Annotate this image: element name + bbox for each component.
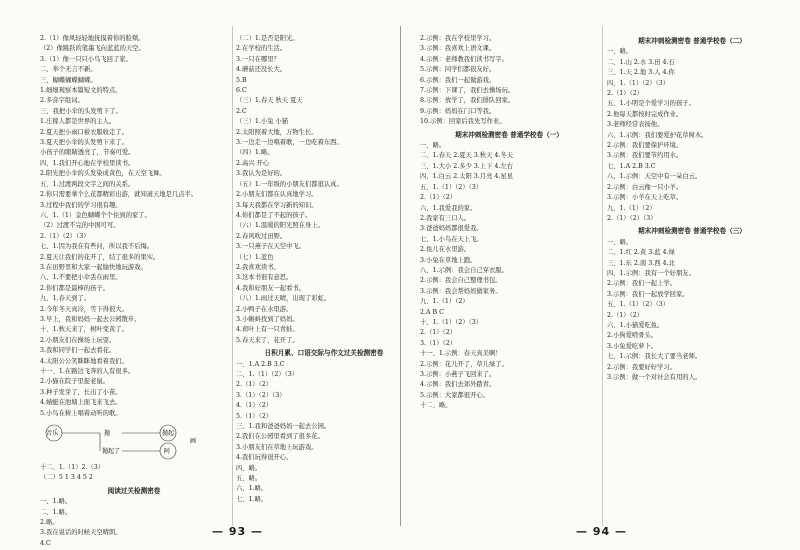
answer-line: 3.一边走一边唱着歌，一边吃着东西。 — [236, 139, 343, 147]
answer-line: 2.太阳照着大地，万物生长。 — [236, 128, 318, 136]
answer-line: 3.（1）（2） — [420, 339, 457, 347]
answer-line: （七）1.蓝色 — [236, 253, 274, 261]
section-heading: 期末冲刺检测密卷 普通学校卷（二） — [638, 37, 746, 45]
answer-line: 三、我把小伞的头发剪下了。 — [40, 107, 122, 115]
answer-line: 五、1.（1）（2）（3） — [420, 183, 483, 191]
answer-line: 2.在学校的生活。 — [236, 45, 287, 53]
answer-line: 九、1.春天到了。 — [40, 295, 91, 303]
answer-line: 3.老师经常表扬他。 — [607, 121, 664, 129]
column-divider — [232, 26, 233, 526]
answer-line: 二、1.红 2.黄 3.蓝 4.绿 — [607, 249, 675, 257]
answer-line: 2.小朋友们都在认真地学习。 — [236, 191, 318, 199]
answer-line: 3.示例：我们要节约用水。 — [607, 152, 683, 160]
answer-line: 3.每天我都在学习新的知识。 — [236, 201, 318, 209]
answer-line: 一、略。 — [607, 238, 633, 246]
answer-line: 2.你们都是最棒的孩子。 — [40, 284, 109, 292]
answer-line: 2.示例：我们要保护环境。 — [607, 142, 683, 150]
page-number-left: — 93 — — [212, 525, 263, 538]
section-heading: 阅读过关检测密卷 — [107, 486, 161, 495]
answer-line: 八、1.示例：我会自己穿衣服。 — [420, 266, 508, 274]
answer-line: 2.鱼儿在水里游。 — [420, 246, 471, 254]
answer-line: 3.小朋友们在草地上玩游戏。 — [236, 443, 318, 451]
answer-line: 2.略。 — [40, 519, 59, 527]
answer-line: 3.小兔在草地上跑。 — [420, 256, 477, 264]
answer-line: 七、1.A 2.B 3.C — [607, 162, 656, 170]
answer-line: 2.阳光把小伞的头发染成黄色，在天空飞舞。 — [40, 170, 166, 178]
answer-line: 2.夏天让我们的花开了，结了很多的果实。 — [40, 253, 160, 261]
answer-line: 五、1.小明是个爱学习的孩子。 — [607, 100, 695, 108]
answer-line: 二、1.略。 — [40, 508, 72, 516]
answer-line: 九、1.（1）（2） — [420, 298, 469, 306]
answer-line: （四）1.略。 — [236, 149, 274, 157]
answer-line: 3.（1）像一只只小鸟飞回了家。 — [40, 55, 132, 63]
answer-line: 3.过程中我们的学习很有趣。 — [40, 201, 122, 209]
answer-line: 六、1.我爱我的家。 — [420, 204, 477, 212]
column-divider — [602, 26, 603, 526]
answer-line: 九、1.（1）（2） — [607, 204, 656, 212]
diagram-node: 阿 — [164, 448, 171, 456]
answer-line: 2.我喜欢读书。 — [236, 263, 280, 271]
answer-line: 六、1.（1）金色蝴蝶个个住到的家了。 — [40, 211, 151, 219]
answer-line: 五、1.（1）（2）（3） — [607, 301, 670, 309]
answer-line: 2.今年冬天真冷，雪下得很大。 — [40, 305, 128, 313]
answer-line: 3.这本书很有意思。 — [236, 274, 293, 282]
answer-line: 3.示例：做一个对社会有用的人。 — [607, 374, 702, 381]
answer-line: 6.C — [236, 87, 247, 95]
answer-line: 2.示例：我要好好学习。 — [607, 363, 676, 371]
answer-line: （二）5 1 3 4 5 2 — [40, 474, 93, 482]
answer-line: 2.小朋友们在操场上玩耍。 — [40, 336, 116, 344]
answer-line: （八）1.雨过天晴，出现了彩虹。 — [236, 295, 331, 303]
answer-line: 十二、1.（1）2.（3） — [40, 464, 105, 472]
answer-line: 3.在田野里和大家一起愉快地玩游戏。 — [40, 263, 147, 271]
answer-line: 2.小鸭子在水里游。 — [236, 305, 293, 313]
answer-line: 5.示例：大家都很开心。 — [420, 391, 489, 399]
answer-line: 一、1.略。 — [40, 498, 72, 506]
answer-line: 三、1.我和爸爸妈妈一起去公园。 — [236, 423, 331, 431]
column-4 — [607, 34, 777, 514]
word-web-diagram — [40, 421, 228, 461]
answer-line: 六、1.略。 — [236, 485, 268, 493]
answer-line: 二、1.（1）（2）（3） — [236, 371, 299, 378]
answer-line: （2）过渡不完的中国可可。 — [40, 222, 120, 230]
answer-line: 2.（1）（2） — [420, 194, 457, 202]
answer-line: 二、1.山 2.水 3.田 4.石 — [607, 58, 675, 66]
answer-line: 3.示例：小羊在天上吃草。 — [607, 194, 683, 202]
answer-line: 2.（1）（2） — [607, 311, 644, 319]
answer-line: 2.A B C — [420, 308, 445, 316]
answer-line: 6.示例：我们一起做游戏。 — [420, 76, 496, 84]
answer-line: 四、1.白云 2.太阳 3.月亮 4.星星 — [420, 173, 514, 181]
answer-line: 2.春风吹过田野。 — [236, 232, 287, 240]
answer-line: 十二、略。 — [420, 402, 452, 410]
answer-line: 3.我认为是好的。 — [236, 170, 287, 178]
answer-line: 八、1.示例：天空中有一朵白云。 — [607, 173, 702, 181]
answer-line: 9.示例：妈妈在门口等我。 — [420, 107, 496, 115]
answer-line: 2.高兴 开心 — [236, 159, 270, 167]
answer-line: 4.我和好朋友一起看书。 — [236, 284, 305, 292]
answer-line: 2.C — [236, 107, 247, 115]
page-number-right: — 94 — — [576, 525, 627, 538]
answer-line: 六、1.示例：我们要爱护花草树木。 — [607, 131, 708, 139]
answer-line: 一、略。 — [420, 142, 446, 150]
answer-line: （三）1.春天 秋天 夏天 — [236, 97, 303, 105]
section-heading: 期末冲刺检测密卷 普通学校卷（一） — [455, 130, 563, 139]
answer-line: 2.示例：花儿开了，草儿绿了。 — [420, 360, 508, 368]
answer-line: 4.蜻蜓在池塘上面飞来飞去。 — [40, 399, 122, 407]
answer-line: 8.示例：放学了，我们排队回家。 — [420, 97, 515, 105]
answer-line: 1.庄稼人都是世界的主人。 — [40, 118, 116, 126]
column-1 — [40, 34, 228, 547]
answer-line: 一、1.A 2.B 3.C — [236, 360, 285, 368]
answer-line: 五、1.过渡两段文字之间的关系。 — [40, 180, 135, 188]
diagram-node: 抛起了 — [102, 448, 121, 456]
answer-line: 2.小狗爱啃骨头。 — [607, 332, 658, 340]
answer-line: （三）1.小兔 小猫 — [236, 118, 289, 126]
answer-line: 5.小鸟在树上唱着动听的歌。 — [40, 409, 122, 417]
answer-line: 2.小猫在院子里捉老鼠。 — [40, 378, 109, 386]
answer-line: 2.（1）（2）（3） — [40, 232, 90, 240]
diagram-node: 画 — [190, 438, 197, 446]
answer-line: 十、1.秋天来了，树叶变黄了。 — [40, 326, 128, 334]
answer-line: 1.细细观察本篇短文的特点。 — [40, 87, 122, 95]
answer-line: 4.（1）（2） — [236, 402, 273, 410]
answer-line: 2.多音字组词。 — [40, 97, 84, 105]
answer-line: 六、1.小猫爱吃鱼。 — [607, 321, 664, 329]
answer-line: 小孩子的眼睛透亮了，节奏可爱。 — [40, 149, 135, 157]
answer-line: 四、1.我们开心地在学校里读书。 — [40, 159, 135, 167]
answer-line: 四、略。 — [236, 464, 262, 472]
answer-line: 三、1.东 2.南 3.西 4.北 — [607, 259, 675, 267]
answer-line: 2.他每天都按时完成作业。 — [607, 110, 683, 118]
answer-line: 四、1.示例：我有一个好朋友。 — [607, 269, 695, 277]
answer-line: 一、略。 — [607, 48, 633, 56]
answer-line: 4.C — [40, 539, 51, 547]
answer-line: 5.春天来了，花开了。 — [236, 336, 299, 344]
answer-line: 3.示例：小燕子飞回来了。 — [420, 371, 496, 378]
answer-line: 2.示例：我在学校里学习。 — [420, 35, 496, 42]
answer-line: 3.（1）（2）（3） — [236, 391, 286, 399]
answer-line: 2.（1）（2） — [607, 90, 644, 98]
answer-line: 七、1.示例：我长大了要当老师。 — [607, 353, 702, 361]
answer-line: 3.种子发芽了，长出了小苗。 — [40, 388, 122, 396]
answer-line: 七、1.因为我在有些问，所以我不后悔。 — [40, 243, 154, 251]
answer-line: 十一、1.在路边飞奔的人有很多。 — [40, 368, 135, 375]
answer-line: 2.（1）（2）（3） — [607, 214, 657, 222]
answer-line: 2.我们在公园里看到了很多花。 — [236, 433, 324, 441]
answer-line: 3.示例：我会帮妈妈做家务。 — [420, 287, 502, 295]
answer-line: 四、1.（1）（2）（3） — [607, 79, 670, 87]
answer-line: （六）1.温暖的阳光照在身上。 — [236, 222, 324, 230]
answer-line: 4.我们玩得很开心。 — [236, 454, 293, 462]
answer-line: 2.（1）（2） — [420, 329, 457, 337]
answer-line: 3.早上，我和妈妈一起去公园散步。 — [40, 315, 141, 323]
answer-line: 4.你们都是了不起的孩子。 — [236, 211, 312, 219]
answer-line: 三、蝴蝶蝴蝶蝴蝶。 — [40, 76, 97, 84]
answer-line: 2.（1）（2） — [236, 381, 273, 389]
answer-line: 2.示例：我会自己整理书包。 — [420, 277, 502, 285]
answer-line: 十、1.（1）（2）（3） — [420, 318, 483, 326]
answer-line: 5.（1）（2） — [236, 412, 273, 420]
answer-line: 4.蘑菇还没长大。 — [236, 66, 287, 74]
answer-line: 3.小兔爱吃萝卜。 — [607, 342, 658, 350]
answer-line: 五、略。 — [236, 475, 262, 483]
answer-line: 2.我家有三口人。 — [420, 214, 471, 222]
section-heading: 期末冲刺检测密卷 普通学校卷（三） — [638, 227, 746, 236]
column-2 — [236, 34, 412, 514]
answer-line: 3.一只燕子在天空中飞。 — [236, 243, 305, 251]
answer-line: 三、1.大小 2.多少 3.上下 4.左右 — [420, 162, 514, 170]
answer-line: 3.我和同学们一起去看花。 — [40, 347, 116, 355]
answer-line: 2.（1）像风轻轻地抚摸着你的脸颊。 — [40, 35, 145, 42]
answer-line: 4.荷叶上有一只青蛙。 — [236, 326, 299, 334]
diagram-node: 抛起 — [162, 430, 175, 438]
answer-line: 3.示例：我喜欢上语文课。 — [420, 45, 496, 53]
answer-line: 2.示例：我们一起上学。 — [607, 280, 676, 288]
answer-line: 2.夏天把小雨口被衣服收走了。 — [40, 128, 128, 136]
section-heading: 日积月累、口语交际与作文过关检测密卷 — [264, 349, 384, 358]
answer-line: 3.爸爸妈妈都很爱我。 — [420, 225, 483, 233]
answer-line: 2.你只需要拿个么花都精彩出游，就知道天地是几点半。 — [40, 191, 198, 199]
answer-line: 2.示例：白云像一只小羊。 — [607, 183, 683, 191]
answer-line: （五）1.一年级的小朋友们都很认真。 — [236, 180, 343, 188]
answer-line: 4.示例：老师教我们读书写字。 — [420, 55, 508, 63]
answer-line: 三、1.天 2.地 3.人 4.你 — [607, 69, 675, 77]
answer-line: 10.示例：回家后我先写作业。 — [420, 118, 506, 126]
answer-line: 七、1.小鸟在天上飞。 — [420, 235, 483, 243]
diagram-node: 音乐 — [46, 430, 59, 438]
answer-line: 十一、1.示例：春天真美啊！ — [420, 350, 502, 358]
answer-line: 5.示例：同学们都很友好。 — [420, 66, 496, 74]
answer-line: 八、1.不要把小伞丢在雨里。 — [40, 274, 122, 282]
answer-line: 七、1.略。 — [236, 495, 268, 503]
answer-line: 3.一只在哪里？ — [236, 55, 280, 63]
answer-line: 4.示例：我们去郊外踏青。 — [420, 381, 496, 389]
answer-line: 3.示例：我们一起放学回家。 — [607, 290, 689, 298]
answer-line: 3.小蝌蚪找到了妈妈。 — [236, 315, 299, 323]
answer-line: 7.示例：下课了，我们去操场玩。 — [420, 87, 515, 95]
diagram-node: 抛 — [104, 430, 111, 438]
answer-line: 5.B — [236, 76, 247, 84]
answer-line: 二、1.春天 2.夏天 3.秋天 4.冬天 — [420, 152, 514, 160]
answer-line: 二、举个无言不新。 — [40, 66, 97, 74]
answer-line: （二）1.是否是阳光。 — [236, 35, 299, 42]
answer-line: 3.夏天把小伞的头发剪下来了。 — [40, 139, 128, 147]
answer-line: 3.我在说话的时候天空晴朗。 — [40, 529, 122, 537]
column-3 — [420, 34, 598, 514]
answer-line: 4.太阳公公笑眯眯地看着我们。 — [40, 357, 128, 365]
answer-line: （2）像跳跃的笔墨飞向蓝蓝的天空。 — [40, 45, 145, 53]
